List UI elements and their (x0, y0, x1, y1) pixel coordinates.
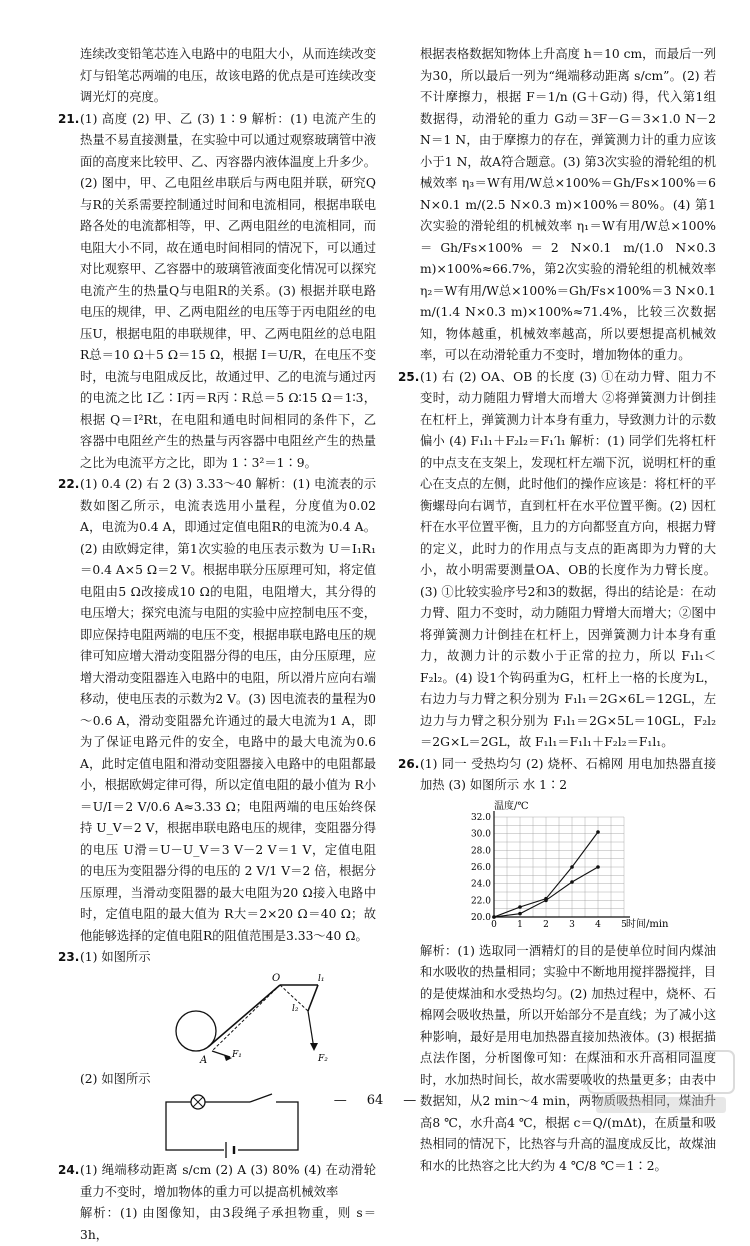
y-tick-label: 20.0 (470, 912, 491, 923)
x-tick-label: 2 (543, 919, 549, 930)
data-point (544, 898, 548, 902)
answer-25-text: (1) 右 (2) OA、OB 的长度 (3) ①在动力臂、阻力不变时，动力随阻力臂增大而增大 ②将弹簧测力计倒挂在杠杆上，弹簧测力计本身有重力，导致测力计的示数偏小 (4) F₁l₁＋F₂l₂＝F₁′l₁ 解析：(1) 同学们先将杠杆的中点支在支架上，发现杠杆左端下沉，说明杠杆的重心在支点的左侧，此时他们的操作应该是：将杠杆的平衡螺母向右调节，直到杠杆在水平位置平衡。(2) 因杠杆在水平位置平衡，且力的方向都竖直方向，根据力臂的定义，此时力的作用点与支点的距离即为力臂的大小，故小明需要测量OA、OB的长度作为力臂长度。(3) ①比较实验序号2和3的数据，得出的结论是：在动力臂、阻力不变时，动力随阻力臂增大而增大；②图中将弹簧测力计倒挂在杠杆上，因弹簧测力计本身有重力，故测力计的示数小于正常的拉力，所以 F₁l₁＜F₂l₂。(4) 设1个钩码重为G，杠杆上一格的长度为L，右边力与力臂之积分别为 F₁l₁＝2G×6L＝12GL，左边力与力臂之积分别为 F₁l₁＝2G×5L＝10GL，F₂l₂＝2G×L＝2GL，故 F₁l₁＝F₁l₁＋F₂l₂＝F₁l₁。 (420, 369, 716, 749)
answer-25 (398, 367, 716, 754)
question-number-24: 24. (58, 1163, 80, 1177)
question-number-21: 21. (58, 111, 80, 126)
y-tick-label: 32.0 (470, 812, 491, 823)
x-tick-label: 3 (569, 919, 575, 930)
x-tick-label: 4 (595, 919, 601, 930)
chart-xlabel: 时间/min (626, 918, 669, 930)
y-tick-label: 24.0 (470, 879, 491, 890)
answer-24-analysis: 解析：(1) 由图像知，由3段绳子承担物重，则 s＝3h， (80, 1206, 376, 1242)
answer-22-text: (1) 0.4 (2) 右 2 (3) 3.33～40 解析：(1) 电流表的示数如图乙所示，电流表选用小量程，分度值为0.02 A，电流为0.4 A，即通过定值电阻R的电流为0.4 A。(2) 由欧姆定律，第1次实验的电压表示数为 U＝I₁R₁＝0.4 A×5 Ω＝2 V。根据串联分压原理可知，将定值电阻由5 Ω改接成10 Ω的电阻，电阻增大，其分得的电压增大；探究电流与电阻的实验中应控制电压不变，即应保持电阻两端的电压不变，根据串联电路电压的规律可知应增大滑动变阻器分得的电压，由分压原理，应增大滑动变阻器连入电路中的电阻，所以滑片应向右端移动，使电压表的示数为2 V。(3) 因电流表的量程为0～0.6 A，滑动变阻器允许通过的最大电流为1 A，即为了保证电路元件的安全，电路中的最大电流为0.6 A，此时定值电阻和滑动变阻器接入电路中的电阻都最小，根据欧姆定律可得，所以定值电阻的最小值为 R小＝U/I＝2 V/0.6 A≈3.33 Ω；电阻两端的电压始终保持 U_V＝2 V，根据串联电路电压的规律，变阻器分得的电压 U滑＝U－U_V＝3 V－2 V＝1 V，定值电阻的电压为变阻器分得的电压的 2 V/1 V＝2 倍，根据分压原理，当滑动变阻器的最大电阻为20 Ω接入电路中时，定值电阻的最大值为 R大＝2×20 Ω＝40 Ω；故他能够选择的定值电阻R的阻值范围是3.33～40 Ω。 (80, 477, 376, 943)
data-point (570, 880, 574, 884)
q20-tail: 连续改变铅笔芯连入电路中的电阻大小，从而连续改变灯与铅笔芯两端的电压，故该电路的优点是可连续改变调光灯的亮度。 (80, 47, 376, 104)
temperature-chart (458, 799, 678, 939)
answer-23-b: (2) 如图所示 (80, 1071, 151, 1086)
question-number-25: 25. (398, 369, 420, 384)
question-number-23: 23. (58, 950, 80, 964)
answer-22 (58, 474, 376, 947)
page-number: 64 (366, 1093, 384, 1108)
x-tick-label: 5 (621, 919, 627, 930)
question-number-22: 22. (58, 477, 80, 491)
answer-23-a-text: (1) 如图所示 (80, 950, 151, 964)
y-tick-label: 22.0 (470, 895, 491, 906)
label-F2: F₂ (318, 1053, 328, 1064)
data-point (570, 865, 574, 869)
x-tick-label: 0 (491, 919, 497, 930)
data-point (596, 830, 600, 834)
data-point (492, 915, 496, 919)
answer-26 (398, 754, 716, 797)
data-point (596, 865, 600, 869)
lever-diagram (168, 971, 368, 1067)
label-l2: l₂ (292, 1003, 299, 1014)
y-tick-label: 28.0 (470, 845, 491, 856)
question-number-26: 26. (398, 756, 420, 771)
chart-ylabel: 温度/℃ (494, 800, 529, 812)
answer-26-text: (1) 同一 受热均匀 (2) 烧杯、石棉网 用电加热器直接加热 (3) 如图所示 水 1∶2 (420, 756, 716, 792)
x-tick-label: 1 (517, 919, 523, 930)
answer-26-analysis: 解析：(1) 选取同一酒精灯的目的是使单位时间内煤油和水吸收的热量相同；实验中不断地用搅拌器搅拌，目的是使煤油和水受热均匀。(2) 加热过程中，烧杯、石棉网会吸收热量，所以开始部分不是直线；为了减小这种影响，最好是用电加热器直接加热液体。(3) 根据描点法作图，分析图像可知：在煤油和水升高相同温度时，水加热时间长，故水需要吸收的热量更多；由表中数据知，从2 min～4 min，两物质吸热相同，煤油升高8 ℃，水升高4 ℃，根据 c＝Q/(mΔt)，在质量和吸热相同的情况下，比热容与升高的温度成反比，故煤油和水的比热容之比大约为 4 ℃/8 ℃＝1∶2。 (420, 943, 716, 1173)
footer-dash-left: — (333, 1093, 347, 1108)
y-tick-label: 30.0 (470, 829, 491, 840)
data-point (518, 911, 522, 915)
lever-svg (168, 971, 368, 1067)
label-F1: F₁ (232, 1049, 242, 1060)
left-column (58, 44, 376, 1246)
right-column (398, 44, 716, 1177)
label-A: A (200, 1054, 208, 1066)
footer-dash-right: — (403, 1093, 417, 1108)
temperature-chart-svg (458, 799, 678, 939)
watermark-logo-icon (586, 1047, 736, 1117)
answer-21-text: (1) 高度 (2) 甲、乙 (3) 1∶9 解析：(1) 电流产生的热量不易直接测量，在实验中可以通过观察玻璃管中液面的高度来比较甲、乙、丙容器内液体温度上升多少。(2) 图中，甲、乙电阻丝串联后与两电阻并联，研究Q与R的关系需要控制通过时间和电流相同，根据串联电路各处的电流都相等，甲、乙两电阻丝的电流相同，而电阻大小不同，故在通电时间相同的情况下，可以通过对比观察甲、乙容器中的玻璃管液面变化情况可以探究电流产生的热量Q与电阻R的关系。(3) 根据并联电路电压的规律，甲、乙两电阻丝的电压等于丙电阻丝的电压U，根据电阻的串联规律，甲、乙两电阻丝的总电阻R总＝10 Ω＋5 Ω＝15 Ω，根据 I＝U/R，在电压不变时，电流与电阻成反比，故通过甲、乙的电流与通过丙的电流之比 I乙∶I丙＝R丙∶R总＝5 Ω∶15 Ω＝1∶3，根据 Q＝I²Rt，在电阻和通电时间相同的条件下，乙容器中电阻丝产生的热量与丙容器中电阻丝产生的热量之比为电流平方之比，即为 1∶3²＝1∶9。 (80, 111, 376, 470)
y-tick-label: 26.0 (470, 862, 491, 873)
answer-23-a (58, 947, 376, 969)
label-O: O (272, 972, 281, 984)
data-point (518, 905, 522, 909)
answer-24-text: (1) 绳端移动距离 s/cm (2) A (3) 80% (4) 在动滑轮重力不变时，增加物体的重力可以提高机械效率 (80, 1163, 376, 1199)
answer-21 (58, 109, 376, 475)
answer-24 (58, 1160, 376, 1203)
label-l1: l₁ (318, 973, 325, 984)
answer-24-continued: 根据表格数据知物体上升高度 h＝10 cm，而最后一列为30，所以最后一列为“绳端移动距离 s/cm”。(2) 若不计摩擦力，根据 F＝1/n (G＋G动) 得，代入第1组数据得，动滑轮的重力 G动＝3F－G＝3×1.0 N－2 N＝1 N，由于摩擦力的存在，弹簧测力计的重力应该小于1 N，故A符合题意。(3) 第3次实验的滑轮组的机械效率 η₃＝W有用/W总×100%＝Gh/Fs×100%＝6 N×0.1 m/(2.5 N×0.3 m)×100%＝80%。(4) 第1次实验的滑轮组的机械效率 η₁＝W有用/W总×100%＝Gh/Fs×100%＝2 N×0.1 m/(1.0 N×0.3 m)×100%≈66.7%，第2次实验的滑轮组的机械效率 η₂＝W有用/W总×100%＝Gh/Fs×100%＝3 N×0.1 m/(1.4 N×0.3 m)×100%≈71.4%，比较三次数据知，物体越重，机械效率越高，所以要想提高机械效率，可以在动滑轮重力不变时，增加物体的重力。 (420, 47, 716, 362)
